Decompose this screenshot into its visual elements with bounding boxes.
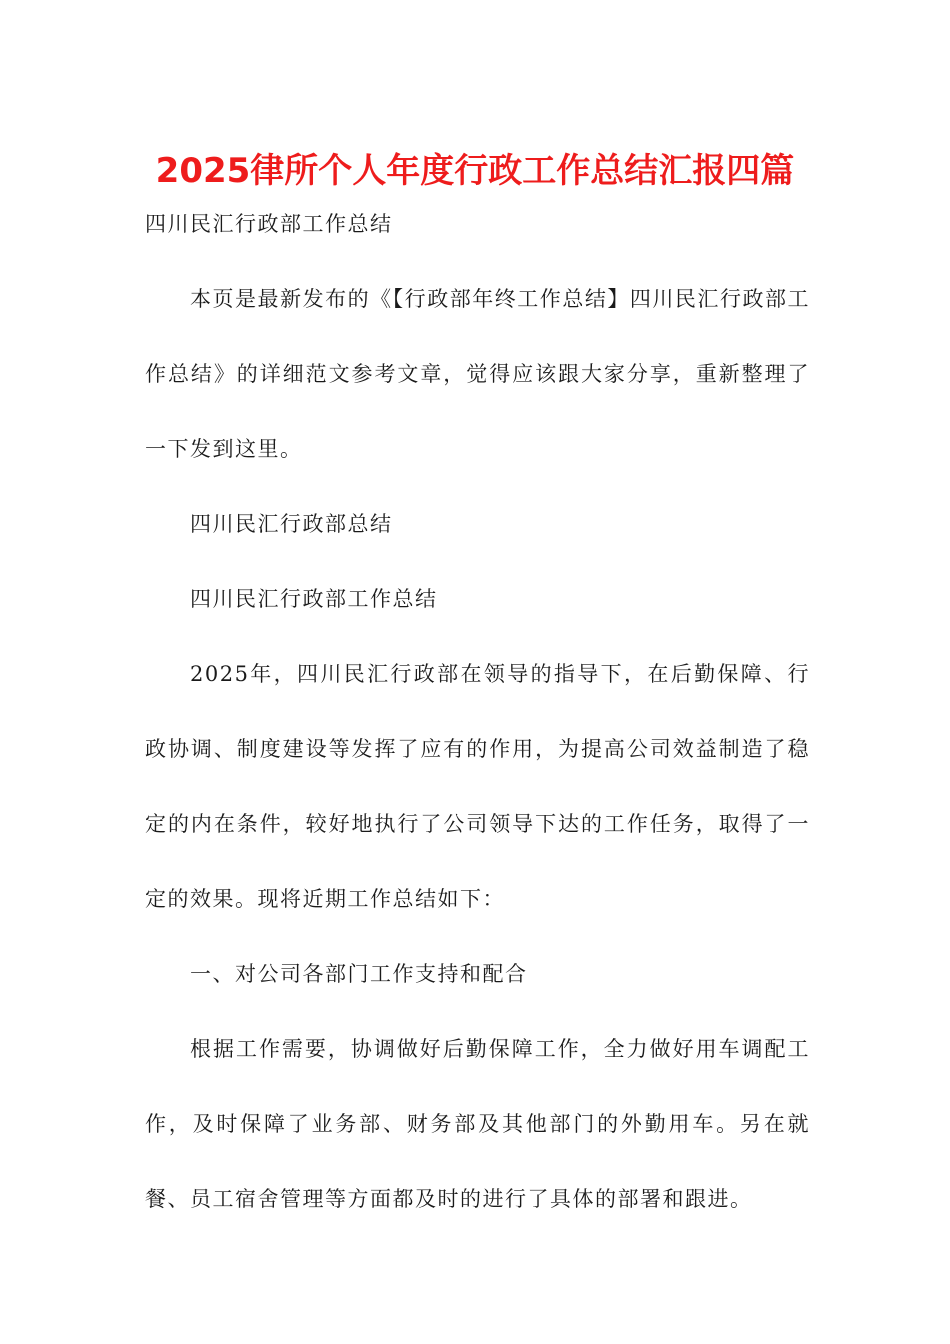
paragraph-intro: 本页是最新发布的《【行政部年终工作总结】四川民汇行政部工作总结》的详细范文参考文章，觉得应该跟大家分享，重新整理了一下发到这里。 bbox=[145, 287, 810, 461]
document-body bbox=[145, 262, 810, 1237]
paragraph-section-one-body: 根据工作需要，协调做好后勤保障工作，全力做好用车调配工作，及时保障了业务部、财务部及其他部门的外勤用车。另在就餐、员工宿舍管理等方面都及时的进行了具体的部署和跟进。 bbox=[145, 1037, 810, 1211]
paragraph-section-one-heading: 一、对公司各部门工作支持和配合 bbox=[190, 962, 528, 986]
paragraph-heading-work-summary: 四川民汇行政部工作总结 bbox=[190, 587, 438, 611]
paragraph-overview: 2025年，四川民汇行政部在领导的指导下，在后勤保障、行政协调、制度建设等发挥了应有的作用，为提高公司效益制造了稳定的内在条件，较好地执行了公司领导下达的工作任务，取得了一定的效果。现将近期工作总结如下： bbox=[145, 662, 810, 911]
document-subtitle: 四川民汇行政部工作总结 bbox=[145, 212, 393, 236]
document-title: 2025律所个人年度行政工作总结汇报四篇 bbox=[155, 151, 795, 191]
paragraph-heading-summary: 四川民汇行政部总结 bbox=[190, 512, 393, 536]
